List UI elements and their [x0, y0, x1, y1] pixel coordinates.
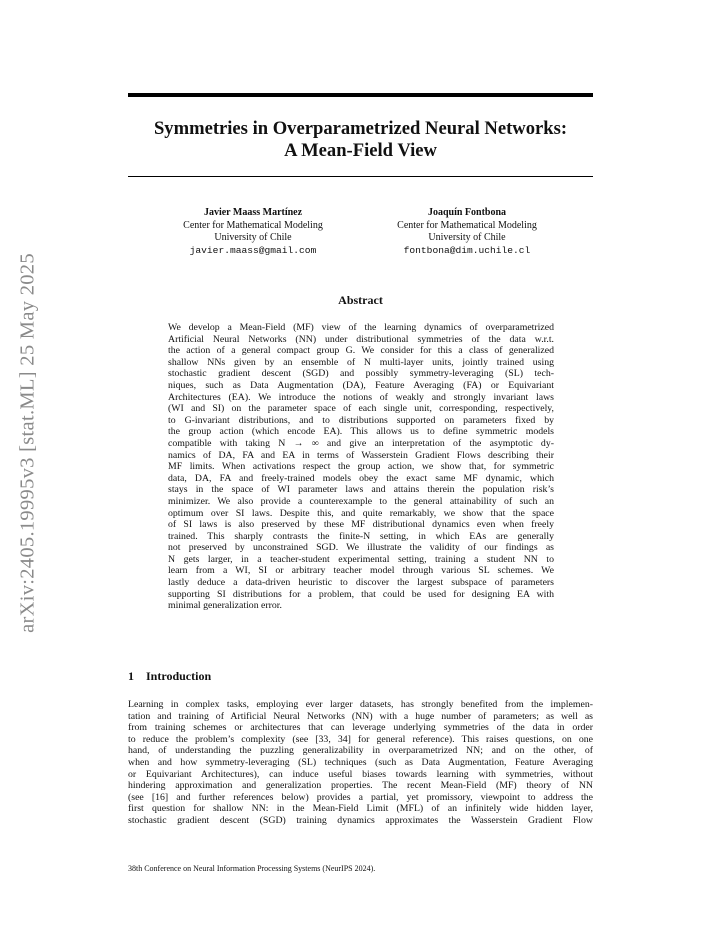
section-title: Introduction: [146, 669, 212, 683]
text-line: from training schemes or architectures that can leverage underlying symmetries of the data in order: [128, 722, 593, 734]
author-name: Javier Maass Martínez: [203, 207, 303, 218]
title-bottom-rule: [128, 176, 593, 177]
venue-footnote: 38th Conference on Neural Information Processing Systems (NeurIPS 2024).: [128, 864, 376, 873]
text-line: data, DA, FA and freely-trained models obey the exact same MF dynamic, which: [168, 472, 554, 484]
text-line: the group action (which encode EA). This allows us to define symmetric models: [168, 426, 554, 438]
author-institution: University of Chile: [428, 232, 506, 244]
text-line: We develop a Mean-Field (MF) view of the learning dynamics of overparametrized: [168, 322, 554, 333]
text-line: first question for shallow NN: in the Mean-Field Limit (MFL) of an infinitely wide hidden layer,: [128, 803, 593, 815]
text-line: stochastic gradient descent (SGD) training dynamics approximates the Wasserstein Gradient Flow: [128, 814, 593, 826]
text-line: (WI and SI) on the parameter space of each single unit, corresponding, respectively,: [168, 403, 554, 415]
author-block: [362, 207, 572, 257]
paper-title: [128, 118, 593, 162]
text-line: optimum over SI laws. Despite this, and quite remarkably, we show that the space: [168, 507, 554, 519]
text-line: Artificial Neural Networks (NN) under distributional symmetries of the data w.r.t.: [168, 333, 554, 345]
text-line: of SI laws is also preserved by these MF distributional dynamics even when freely: [168, 519, 554, 531]
text-line: hindering approximation and generalization properties. The recent Mean-Field (MF) theory of NN: [128, 780, 593, 792]
text-line: hand, of understanding the puzzling generalizability in overparametrized NN; and on the other, of: [128, 745, 593, 757]
section-heading: [128, 669, 211, 684]
text-line: not preserved by unconstrained SGD. We illustrate the validity of our findings as: [168, 542, 554, 554]
text-line: or Equivariant Architectures), can induce useful biases towards learning with symmetries, without: [128, 768, 593, 780]
text-line: N gets larger, in a teacher-student experimental setting, training a student NN to: [168, 553, 554, 565]
text-line: lastly deduce a data-driven heuristic to discover the largest subspace of parameters: [168, 577, 554, 589]
title-line: A Mean-Field View: [284, 140, 437, 161]
text-line: Learning in complex tasks, employing ever larger datasets, has strongly benefited from the implemen-: [128, 699, 593, 710]
text-line: (see [16] and further references below) provides a partial, yet promissory, viewpoint to address the: [128, 791, 593, 803]
text-line: compatible with taking N → ∞ and give an interpretation of the asymptotic dy-: [168, 437, 554, 449]
author-institution: University of Chile: [214, 232, 292, 244]
text-line: tation and training of Artificial Neural Networks (NN) with a huge number of parameters; as well as: [128, 710, 593, 722]
text-line: MF limits. When activations respect the group action, we show that, for symmetric: [168, 461, 554, 473]
author-email[interactable]: javier.maass@gmail.com: [189, 244, 317, 256]
text-line: stays in the space of WI parameter laws and attains therein the population risk’s: [168, 484, 554, 496]
text-line: minimal generalization error.: [168, 600, 282, 612]
text-line: trained. This sharply contrasts the finite-N setting, in which EAs are generally: [168, 530, 554, 542]
text-line: minimizer. We also provide a counterexample to the general attainability of such an: [168, 495, 554, 507]
text-line: namics of DA, FA and EA in terms of Wasserstein Gradient Flows describing their: [168, 449, 554, 461]
text-line: when and how symmetry-leveraging (SL) techniques (such as Data Augmentation, Feature Averaging: [128, 756, 593, 768]
title-line: Symmetries in Overparametrized Neural Networks:: [153, 118, 568, 139]
author-name: Joaquín Fontbona: [427, 207, 507, 218]
introduction-body: [128, 699, 593, 827]
text-line: supporting SI distributions for a problem, that could be used for designing EA with: [168, 588, 554, 600]
text-line: niques, such as Data Augmentation (DA), Feature Averaging (FA) or Equivariant: [168, 379, 554, 391]
text-line: Architectures (EA). We introduce the notions of weakly and strongly invariant laws: [168, 391, 554, 403]
author-affiliation: Center for Mathematical Modeling: [183, 219, 323, 231]
arxiv-identifier-text: arXiv:2405.19995v3 [stat.ML] 25 May 2025: [16, 253, 39, 633]
text-line: to G-invariant distributions, and to distributions supported on parameters fixed by: [168, 414, 554, 426]
text-line: shallow NNs given by an ensemble of N multi-layer units, jointly trained using: [168, 356, 554, 368]
abstract-body: [168, 322, 554, 612]
text-line: to reduce the problem’s complexity (see [33, 34] for general reference). This raises questions, on one: [128, 733, 593, 745]
title-top-rule: [128, 93, 593, 97]
author-block: [148, 207, 358, 257]
text-line: learn from a WI, SI or arbitrary teacher model through various SL schemes. We: [168, 565, 554, 577]
text-line: stochastic gradient descent (SGD) and possibly symmetry-leveraging (SL) tech-: [168, 368, 554, 380]
text-line: the action of a general compact group G. We consider for this a class of generalized: [168, 345, 554, 357]
section-number: 1: [128, 669, 134, 683]
abstract-heading: Abstract: [338, 293, 383, 307]
arxiv-identifier: [12, 238, 44, 648]
author-email[interactable]: fontbona@dim.uchile.cl: [403, 244, 531, 256]
author-affiliation: Center for Mathematical Modeling: [397, 219, 537, 231]
